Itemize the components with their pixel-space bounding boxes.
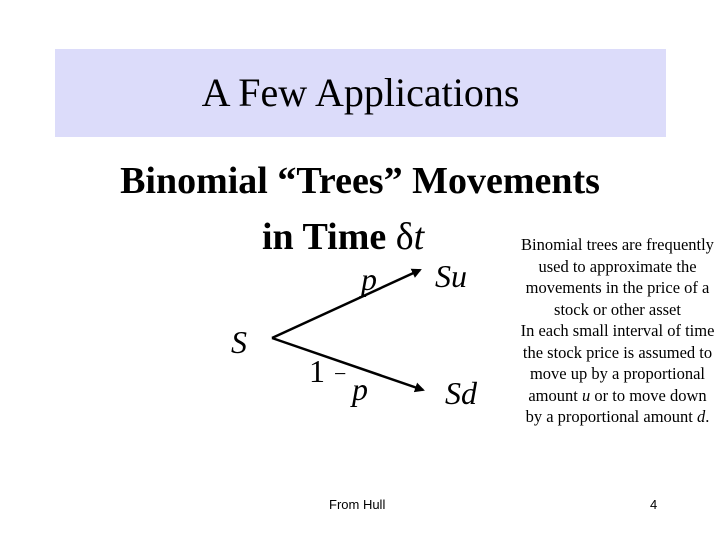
heading-line-2-prefix: in Time	[262, 216, 396, 258]
time-variable: t	[413, 216, 425, 258]
delta-symbol: δ	[395, 216, 414, 258]
down-factor-variable: d	[697, 407, 706, 426]
up-probability-label: p	[361, 261, 377, 297]
down-probability-p: p	[352, 371, 368, 407]
up-factor-variable: u	[581, 385, 591, 405]
notes-paragraph-1: Binomial trees are frequently used to approximate the movements in the price of a stock or other asset	[521, 235, 714, 319]
down-branch-line	[272, 338, 423, 390]
heading-line-1: Binomial “Trees” Movements	[120, 160, 600, 202]
down-probability-one: 1	[309, 353, 325, 389]
root-node-label: S	[231, 324, 247, 360]
down-probability-minus: −	[334, 361, 347, 386]
down-node-label: Sd	[445, 375, 477, 411]
slide-title: A Few Applications	[201, 70, 520, 115]
notes-text	[520, 234, 715, 428]
notes-paragraph-2: In each small interval of time the stock price is assumed to move up by a proportional amount u or to move down by a proportional amount d.	[520, 321, 715, 426]
up-node-label: Su	[435, 258, 467, 294]
up-branch-line	[272, 270, 420, 338]
source-credit: From Hull	[329, 497, 386, 512]
page-number: 4	[650, 497, 658, 512]
